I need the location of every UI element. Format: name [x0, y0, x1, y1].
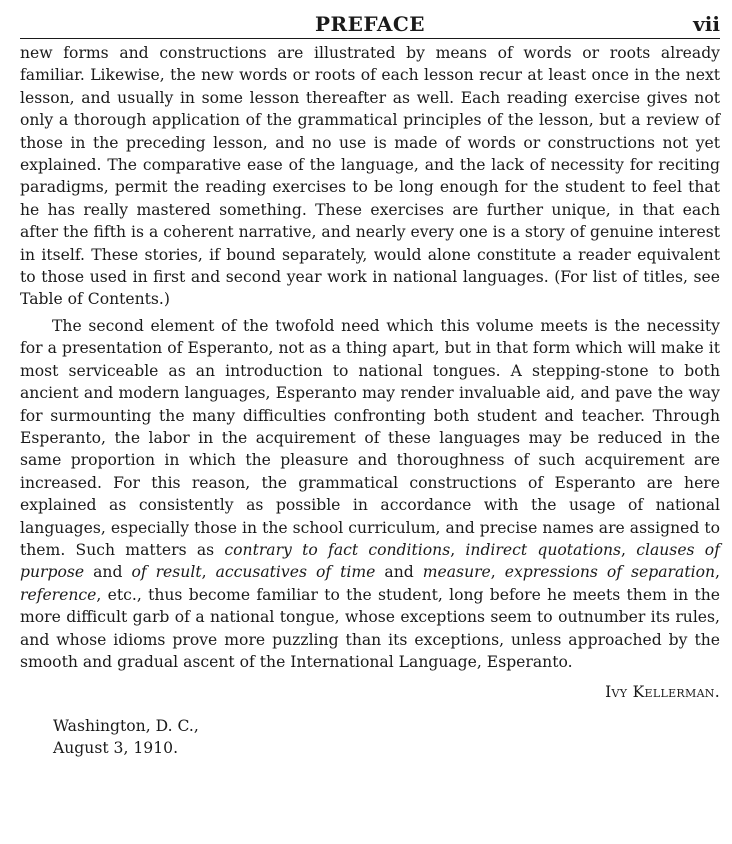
term-expressions-of-separation: expressions of separation [504, 563, 715, 582]
term-measure: measure [422, 563, 491, 582]
separator: , [201, 563, 216, 582]
date: August 3, 1910. [53, 739, 179, 758]
paragraph-2-text-end: , etc., thus become familiar to the student, long before he meets them in the more difficult garb of a national tongue, whose exceptions seem to outnumber its rules, and whose idioms prove more puzzling than its exceptions, unless approached by the smooth and gradual ascent of the International Language, Esperanto. [20, 585, 720, 671]
page-title: PREFACE [314, 12, 426, 36]
separator: and [375, 563, 423, 582]
separator: , [450, 540, 466, 559]
paragraph-2 [20, 315, 720, 674]
paragraph-1: new forms and constructions are illustrated by means of words or roots already familiar. Likewise, the new words or roots of each lesson recur at least once in the next lesson, and usually in some lesson thereafter as well. Each reading exercise gives not only a thorough application of the grammatical principles of the lesson, but a review of those in the preceding lesson, and no use is made of words or constructions not yet explained. The comparative ease of the language, and the lack of necessity for reciting paradigms, permit the reading exercises to be long enough for the student to feel that he has really mastered something. These exercises are further unique, in that each after the fifth is a coherent narrative, and nearly every one is a story of genuine interest in itself. These stories, if bound separately, would alone constitute a reader equivalent to those used in first and second year work in national languages. (For list of titles, see Table of Contents.) [20, 44, 720, 309]
separator: , [715, 563, 720, 582]
place: Washington, D. C., [53, 717, 199, 736]
page-header [20, 6, 720, 39]
term-reference: reference [20, 585, 97, 604]
body-text [20, 42, 720, 673]
place-date-block [53, 715, 720, 759]
term-contrary-to-fact: contrary to fact conditions [224, 540, 451, 559]
separator: and [84, 563, 132, 582]
term-clauses-of-purpose: clauses of purpose [20, 540, 720, 582]
separator: , [490, 563, 505, 582]
page-number: vii [693, 12, 720, 36]
separator: , [621, 540, 637, 559]
paragraph-2-text-start: The second element of the twofold need which this volume meets is the necessity for a presentation of Esperanto, not as a thing apart, but in that form which will make it most serviceable as an introduction to national tongues. A stepping-stone to both ancient and modern languages, Esperanto may render invaluable aid, and pave the way for surmounting the many difficulties confronting both student and teacher. Through Esperanto, the labor in the acquirement of these languages may be reduced in the same proportion in which the pleasure and thoroughness of such acquirement are increased. For this reason, the grammatical constructions of Esperanto are here explained as consistently as possible in accordance with the usage of national languages, especially those in the school curriculum, and precise names are assigned to them. Such matters as [20, 316, 720, 559]
page [20, 6, 720, 759]
term-indirect-quotations: indirect quotations [465, 540, 622, 559]
term-accusatives-of-time: accusatives of time [215, 563, 376, 582]
term-of-result: of result [131, 563, 202, 582]
author-signature: Ivy Kellerman. [605, 683, 720, 702]
